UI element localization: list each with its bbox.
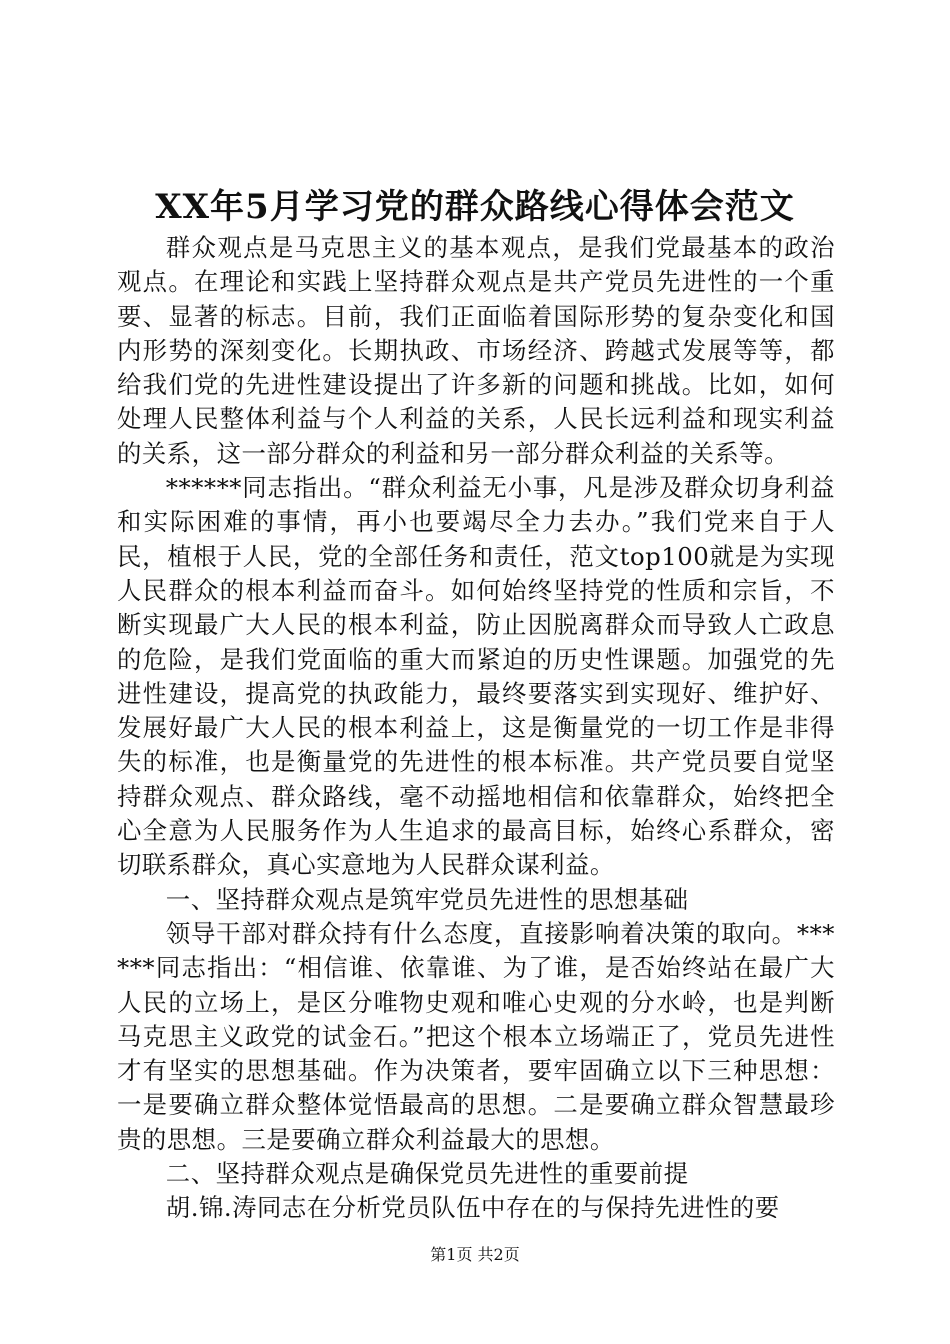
paragraph: 领导干部对群众持有什么态度，直接影响着决策的取向。******同志指出：“相信谁、依靠谁、为了谁，是否始终站在最广大人民的立场上，是区分唯物史观和唯心史观的分水岭，也是判断马克思主义政党的试金石。”把这个根本立场端正了，党员先进性才有坚实的思想基础。作为决策者，要牢固确立以下三种思想：一是要确立群众整体觉悟最高的思想。二是要确立群众智慧最珍贵的思想。三是要确立群众利益最大的思想。 <box>117 918 835 1154</box>
document-body <box>117 231 835 1226</box>
section-heading: 一、坚持群众观点是筑牢党员先进性的思想基础 <box>165 884 689 914</box>
section-heading: 二、坚持群众观点是确保党员先进性的重要前提 <box>165 1159 689 1189</box>
document-title: XX年5月学习党的群众路线心得体会范文 <box>155 187 795 227</box>
paragraph: 胡.锦.涛同志在分析党员队伍中存在的与保持先进性的要 <box>165 1193 780 1223</box>
page-footer: 第1页 共2页 <box>430 1245 520 1264</box>
paragraph: 群众观点是马克思主义的基本观点，是我们党最基本的政治观点。在理论和实践上坚持群众观点是共产党员先进性的一个重要、显著的标志。目前，我们正面临着国际形势的复杂变化和国内形势的深刻变化。长期执政、市场经济、跨越式发展等等，都给我们党的先进性建设提出了许多新的问题和挑战。比如，如何处理人民整体利益与个人利益的关系，人民长远利益和现实利益的关系，这一部分群众的利益和另一部分群众利益的关系等。 <box>117 233 835 468</box>
paragraph: ******同志指出。“群众利益无小事，凡是涉及群众切身利益和实际困难的事情，再小也要竭尽全力去办。”我们党来自于人民，植根于人民，党的全部任务和责任，范文top100就是为实现人民群众的根本利益而奋斗。如何始终坚持党的性质和宗旨，不断实现最广大人民的根本利益，防止因脱离群众而导致人亡政息的危险，是我们党面临的重大而紧迫的历史性课题。加强党的先进性建设，提高党的执政能力，最终要落实到实现好、维护好、发展好最广大人民的根本利益上，这是衡量党的一切工作是非得失的标准，也是衡量党的先进性的根本标准。共产党员要自觉坚持群众观点、群众路线，毫不动摇地相信和依靠群众，始终把全心全意为人民服务作为人生追求的最高目标，始终心系群众，密切联系群众，真心实意地为人民群众谋利益。 <box>117 473 835 880</box>
